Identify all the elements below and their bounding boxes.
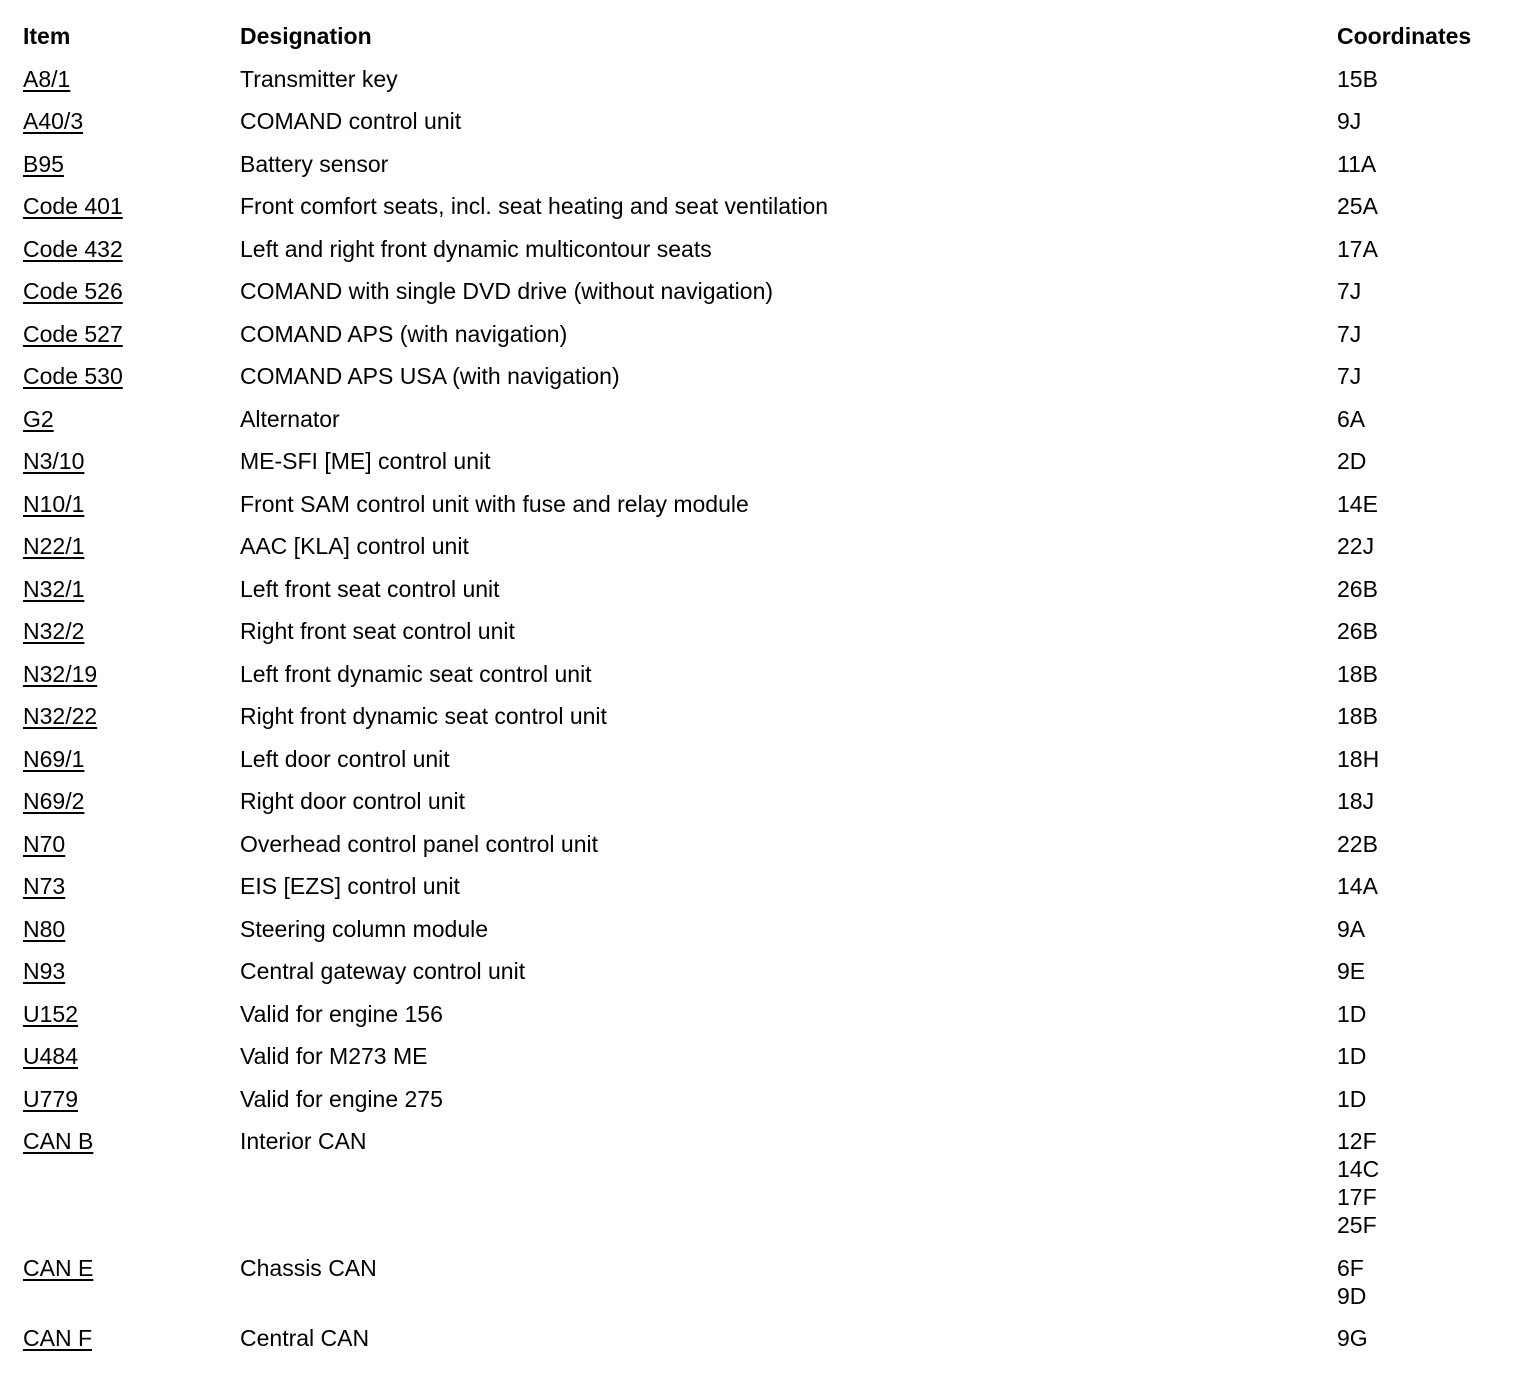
designation-cell: Chassis CAN: [240, 1254, 377, 1281]
item-cell: [23, 830, 240, 858]
coordinates-cell: [1337, 1085, 1503, 1113]
item-cell: [23, 320, 240, 348]
item-cell: [23, 532, 240, 560]
table-row: [23, 447, 1503, 475]
item-link[interactable]: N80: [23, 915, 66, 942]
table-row: [23, 490, 1503, 518]
coordinate-value: 9D: [1337, 1282, 1367, 1309]
table-header: [23, 22, 1503, 50]
item-cell: [23, 235, 240, 263]
coordinates-cell: [1337, 872, 1503, 900]
table-row: [23, 65, 1503, 93]
designation-cell: Valid for M273 ME: [240, 1043, 428, 1069]
item-link[interactable]: Code 530: [23, 363, 123, 389]
designation-cell: Front comfort seats, incl. seat heating and seat ventilation: [240, 193, 829, 219]
item-cell: [23, 575, 240, 603]
item-cell: [23, 490, 240, 518]
item-link[interactable]: U484: [23, 1043, 78, 1069]
designation-cell: Battery sensor: [240, 150, 389, 177]
designation-cell: Right front dynamic seat control unit: [240, 703, 607, 729]
table-row: [23, 1127, 1503, 1239]
coordinate-value: 7J: [1337, 278, 1362, 304]
item-link[interactable]: A40/3: [23, 108, 84, 134]
item-cell: [23, 277, 240, 305]
coordinate-value: 6F: [1337, 1254, 1364, 1281]
table-row: [23, 872, 1503, 900]
table-row: [23, 1042, 1503, 1070]
designation-cell: Transmitter key: [240, 65, 398, 92]
coordinate-value: 2D: [1337, 448, 1367, 474]
designation-cell: Right door control unit: [240, 788, 466, 814]
designation-cell: AAC [KLA] control unit: [240, 533, 469, 559]
coordinate-value: 6A: [1337, 405, 1366, 432]
item-cell: [23, 405, 240, 433]
designation-cell: Left and right front dynamic multicontour seats: [240, 235, 712, 262]
coordinates-cell: [1337, 277, 1503, 305]
designation-cell: Front SAM control unit with fuse and relay module: [240, 490, 749, 517]
coordinates-cell: [1337, 65, 1503, 93]
coordinates-cell: [1337, 150, 1503, 178]
item-cell: [23, 107, 240, 135]
item-cell: [23, 447, 240, 475]
coordinates-cell: [1337, 575, 1503, 603]
item-link[interactable]: B95: [23, 150, 64, 177]
table-row: [23, 1085, 1503, 1113]
item-cell: [23, 150, 240, 178]
coordinate-value: 18J: [1337, 788, 1375, 814]
item-link[interactable]: N32/2: [23, 618, 85, 644]
coordinates-cell: [1337, 787, 1503, 815]
item-link[interactable]: N93: [23, 958, 66, 984]
coordinates-cell: [1337, 405, 1503, 433]
coordinates-cell: [1337, 745, 1503, 773]
item-cell: [23, 1254, 240, 1282]
item-cell: [23, 362, 240, 390]
table-row: [23, 745, 1503, 773]
coordinate-value: 11A: [1337, 150, 1377, 177]
designation-cell: Right front seat control unit: [240, 618, 515, 644]
item-link[interactable]: N73: [23, 873, 66, 899]
designation-cell: COMAND control unit: [240, 108, 462, 134]
item-link[interactable]: Code 526: [23, 278, 123, 304]
table-row: [23, 150, 1503, 178]
designation-cell: Valid for engine 156: [240, 1000, 443, 1027]
coordinate-value: 14C: [1337, 1156, 1380, 1182]
coordinate-value: 9E: [1337, 958, 1366, 984]
coordinates-cell: [1337, 1127, 1503, 1239]
table-row: [23, 702, 1503, 730]
item-cell: [23, 745, 240, 773]
coordinates-cell: [1337, 1042, 1503, 1070]
item-link[interactable]: Code 401: [23, 193, 123, 219]
header-coordinates: Coordinates: [1337, 23, 1472, 49]
table-row: [23, 915, 1503, 943]
coordinates-cell: [1337, 702, 1503, 730]
coordinate-value: 1D: [1337, 1043, 1367, 1069]
item-cell: [23, 65, 240, 93]
designation-cell: Steering column module: [240, 915, 489, 942]
item-link[interactable]: CAN F: [23, 1325, 92, 1351]
component-legend-table: [23, 22, 1503, 1367]
table-row: [23, 830, 1503, 858]
item-cell: [23, 1042, 240, 1070]
designation-cell: Left door control unit: [240, 745, 450, 772]
coordinates-cell: [1337, 235, 1503, 263]
coordinate-value: 1D: [1337, 1085, 1367, 1112]
item-cell: [23, 192, 240, 220]
coordinate-value: 25A: [1337, 193, 1378, 219]
table-row: [23, 532, 1503, 560]
coordinates-cell: [1337, 447, 1503, 475]
table-row: [23, 320, 1503, 348]
coordinate-value: 26B: [1337, 575, 1378, 602]
table-row: [23, 660, 1503, 688]
coordinate-value: 18B: [1337, 703, 1378, 729]
item-link[interactable]: A8/1: [23, 65, 71, 92]
item-cell: [23, 1000, 240, 1028]
coordinate-value: 17F: [1337, 1184, 1377, 1210]
coordinates-cell: [1337, 660, 1503, 688]
item-link[interactable]: N3/10: [23, 448, 85, 474]
designation-cell: Left front seat control unit: [240, 575, 500, 602]
designation-cell: Central CAN: [240, 1325, 370, 1351]
item-link[interactable]: N69/1: [23, 745, 85, 772]
item-cell: [23, 1127, 240, 1155]
item-cell: [23, 872, 240, 900]
designation-cell: Interior CAN: [240, 1128, 367, 1154]
coordinate-value: 25F: [1337, 1212, 1377, 1238]
designation-cell: COMAND APS (with navigation): [240, 320, 568, 347]
coordinates-cell: [1337, 192, 1503, 220]
item-link[interactable]: N70: [23, 830, 66, 857]
item-cell: [23, 660, 240, 688]
item-link[interactable]: N69/2: [23, 788, 85, 814]
coordinate-value: 7J: [1337, 363, 1362, 389]
coordinates-cell: [1337, 107, 1503, 135]
coordinate-value: 18B: [1337, 660, 1378, 687]
table-row: [23, 277, 1503, 305]
item-link[interactable]: Code 432: [23, 235, 123, 262]
coordinates-cell: [1337, 532, 1503, 560]
table-row: [23, 235, 1503, 263]
item-link[interactable]: N32/19: [23, 660, 98, 687]
coordinate-value: 9G: [1337, 1325, 1368, 1351]
item-link[interactable]: N32/1: [23, 575, 85, 602]
item-cell: [23, 1085, 240, 1113]
designation-cell: Left front dynamic seat control unit: [240, 660, 592, 687]
table-row: [23, 1254, 1503, 1310]
coordinates-cell: [1337, 915, 1503, 943]
item-link[interactable]: G2: [23, 405, 54, 432]
designation-cell: Alternator: [240, 405, 340, 432]
item-cell: [23, 702, 240, 730]
coordinates-cell: [1337, 1324, 1503, 1352]
designation-cell: Valid for engine 275: [240, 1085, 443, 1112]
coordinates-cell: [1337, 320, 1503, 348]
header-item: Item: [23, 23, 71, 49]
coordinate-value: 9A: [1337, 915, 1366, 942]
coordinate-value: 14E: [1337, 490, 1378, 517]
item-link[interactable]: CAN B: [23, 1128, 94, 1154]
coordinates-cell: [1337, 1000, 1503, 1028]
coordinates-cell: [1337, 957, 1503, 985]
table-row: [23, 957, 1503, 985]
table-row: [23, 1000, 1503, 1028]
item-link[interactable]: CAN E: [23, 1254, 94, 1281]
item-cell: [23, 957, 240, 985]
coordinates-cell: [1337, 617, 1503, 645]
item-link[interactable]: U152: [23, 1000, 78, 1027]
table-row: [23, 1324, 1503, 1352]
coordinate-value: 26B: [1337, 618, 1378, 644]
coordinate-value: 18H: [1337, 745, 1380, 772]
designation-cell: ME-SFI [ME] control unit: [240, 448, 491, 474]
designation-cell: Overhead control panel control unit: [240, 830, 598, 857]
coordinates-cell: [1337, 1254, 1503, 1310]
header-designation: Designation: [240, 23, 372, 49]
item-cell: [23, 787, 240, 815]
item-cell: [23, 1324, 240, 1352]
item-link[interactable]: N22/1: [23, 533, 85, 559]
item-cell: [23, 915, 240, 943]
coordinate-value: 15B: [1337, 65, 1378, 92]
designation-cell: COMAND with single DVD drive (without navigation): [240, 278, 774, 304]
designation-cell: EIS [EZS] control unit: [240, 873, 460, 899]
coordinate-value: 22B: [1337, 830, 1378, 857]
item-link[interactable]: U779: [23, 1085, 78, 1112]
table-body: [23, 65, 1503, 1353]
coordinate-value: 1D: [1337, 1000, 1367, 1027]
coordinate-value: 17A: [1337, 235, 1378, 262]
table-row: [23, 617, 1503, 645]
coordinate-value: 22J: [1337, 533, 1375, 559]
coordinates-cell: [1337, 830, 1503, 858]
coordinates-cell: [1337, 490, 1503, 518]
coordinates-cell: [1337, 362, 1503, 390]
coordinate-value: 12F: [1337, 1128, 1377, 1154]
item-link[interactable]: Code 527: [23, 320, 123, 347]
designation-cell: COMAND APS USA (with navigation): [240, 363, 620, 389]
table-row: [23, 405, 1503, 433]
table-row: [23, 107, 1503, 135]
item-cell: [23, 617, 240, 645]
table-row: [23, 192, 1503, 220]
item-link[interactable]: N32/22: [23, 703, 98, 729]
coordinate-value: 14A: [1337, 873, 1378, 899]
item-link[interactable]: N10/1: [23, 490, 85, 517]
coordinate-value: 7J: [1337, 320, 1362, 347]
designation-cell: Central gateway control unit: [240, 958, 526, 984]
table-row: [23, 575, 1503, 603]
table-row: [23, 787, 1503, 815]
coordinate-value: 9J: [1337, 108, 1362, 134]
table-row: [23, 362, 1503, 390]
